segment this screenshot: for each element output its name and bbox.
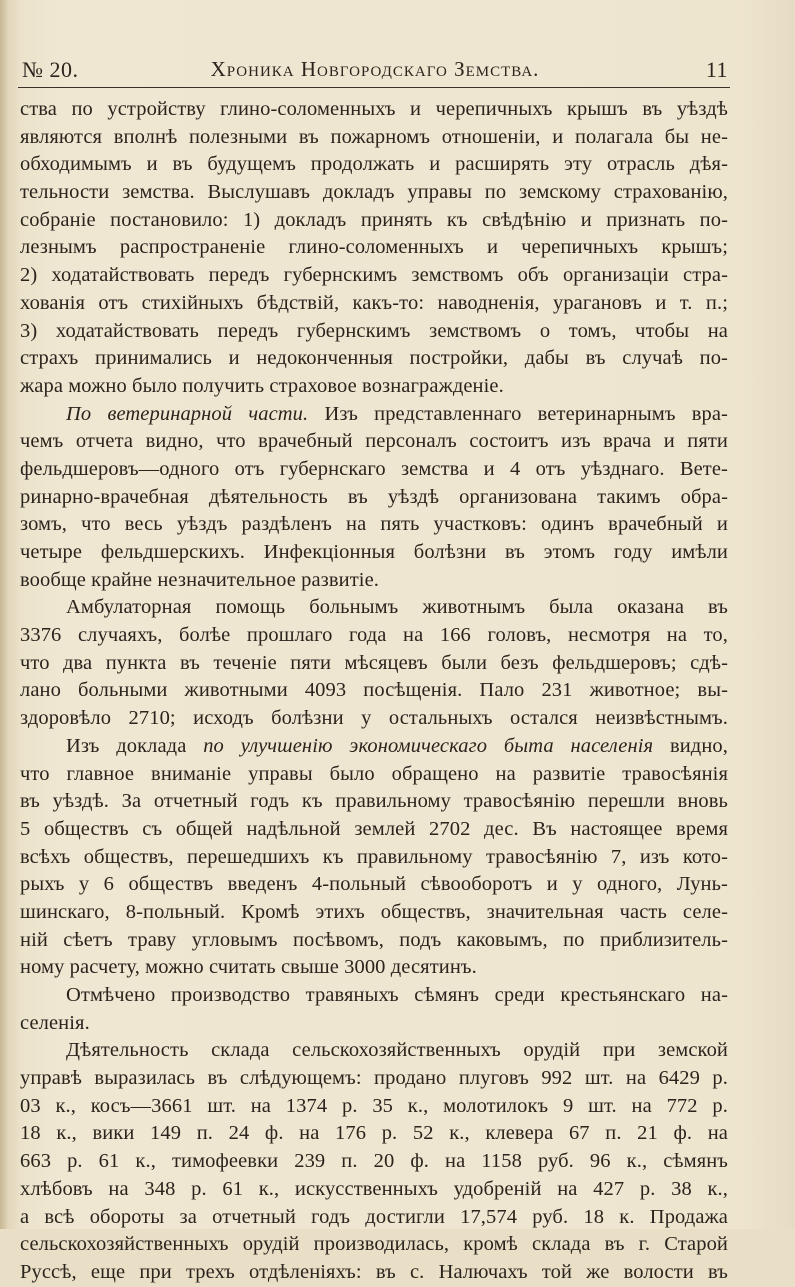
page-spine-shadow [0,0,8,1229]
text-line: тельности земства. Выслушавъ докладъ управы по земскому страхованію, [20,181,728,204]
text-line: являются вполнѣ полезными въ пожарномъ отношеніи, и полагала бы не- [20,125,728,148]
text-line: страхъ принимались и недоконченныя постройки, дабы въ случаѣ по- [20,347,728,370]
text-line: обходимымъ и въ будущемъ продолжать и расширять эту отрасль дѣя- [20,153,728,176]
text-fragment: Изъ представленнаго ветеринарнымъ вра- [324,402,728,425]
text-line: управѣ выразилась въ слѣдующемъ: продано плуговъ 992 шт. на 6429 р. [20,1067,728,1090]
text-line: а всѣ обороты за отчетный годъ достигли 17,574 руб. 18 к. Продажа [20,1205,728,1228]
text-line: Отмѣчено производство травяныхъ сѣмянъ среди крестьянскаго на- [66,984,728,1006]
paragraph-veterinary [20,401,728,429]
header-rule [18,87,730,88]
text-fragment: Изъ доклада [66,734,187,757]
text-line: четыре фельдшерскихъ. Инфекціонныя болѣзни въ этомъ году имѣли [20,541,728,563]
text-line: хованія отъ стихійныхъ бѣдствій, какъ-то: наводненія, урагановъ и т. п.; [20,291,728,314]
text-line: 3376 случаяхъ, болѣе прошлаго года на 166 головъ, несмотря на то, [20,624,728,647]
text-line: зомъ, что весь уѣздъ раздѣленъ на пять участковъ: одинъ врачебный и [20,513,728,536]
text-line: лано больными животными 4093 посѣщенія. Пало 231 животное; вы- [20,679,728,702]
text-line: 18 к., вики 149 п. 24 ф. на 176 р. 52 к., клевера 67 п. 21 ф. на [20,1122,728,1145]
text-fragment: видно, [669,734,728,757]
journal-title: Хроника Новгородскаго Земства. [210,57,540,81]
text-line: 663 р. 61 к., тимофеевки 239 п. 20 ф. на 1158 руб. 96 к., сѣмянъ [20,1150,728,1173]
running-header [22,55,728,85]
text-line: всѣхъ обществъ, перешедшихъ къ правильному травосѣянію 7, изъ кото- [20,845,728,868]
text-line: рыхъ у 6 обществъ введенъ 4-польный сѣвооборотъ и у одного, Лунь- [20,873,728,896]
text-line: 3) ходатайствовать передъ губернскимъ земствомъ о томъ, чтобы на [20,319,728,342]
text-line: вообще крайне незначительное развитіе. [20,568,380,591]
text-line: въ уѣздѣ. За отчетный годъ къ правильному травосѣянію перешли вновь [20,790,728,813]
text-line: сельскохозяйственныхъ орудій производилась, кромѣ склада въ г. Старой [20,1233,728,1256]
text-line: Дѣятельность склада сельскохозяйственныхъ орудій при земской [66,1039,728,1062]
text-line: ринарно-врачебная дѣятельность въ уѣздѣ организована такимъ обра- [20,485,728,508]
text-line: фельдшеровъ—одного отъ губернскаго земства и 4 отъ уѣзднаго. Вете- [20,457,728,480]
text-line: хлѣбовъ на 348 р. 61 к., искусственныхъ удобреній на 427 р. 38 к., [20,1177,728,1200]
text-line: жара можно было получить страховое вознагражденіе. [20,374,504,397]
text-line: чемъ отчета видно, что врачебный персоналъ состоитъ изъ врача и пяти [20,430,728,453]
text-line: ній сѣетъ траву угловымъ посѣвомъ, подъ каковымъ, по приблизитель- [20,928,728,951]
text-line: 2) ходатайствовать передъ губернскимъ земствомъ объ организаціи стра- [20,264,728,287]
text-line: шинскаго, 8-польный. Кромѣ этихъ обществъ, значительная часть селе- [20,900,728,923]
body-text [20,96,728,1287]
text-line: ному расчету, можно считать свыше 3000 десятинъ. [20,956,477,979]
text-line: что два пункта въ теченіе пяти мѣсяцевъ были безъ фельдшеровъ; сдѣ- [20,651,728,674]
text-line: что главное вниманіе управы было обращено на развитіе травосѣянія [20,762,728,785]
text-line: ства по устройству глино-соломенныхъ и черепичныхъ крышъ въ уѣздѣ [20,98,728,120]
text-line: 03 к., косъ—3661 шт. на 1374 р. 35 к., молотилокъ 9 шт. на 772 р. [20,1094,728,1117]
text-line: 5 обществъ съ общей надѣльной землей 2702 дес. Въ настоящее время [20,817,728,840]
text-line: селенія. [20,1011,90,1034]
section-heading-veterinary: По ветеринарной части. [66,402,309,425]
paragraph-economy [20,733,728,761]
text-line: Амбулаторная помощь больнымъ животнымъ была оказана въ [66,596,728,619]
text-line: собраніе постановило: 1) докладъ принять къ свѣдѣнію и признать по- [20,208,728,231]
text-line: здоровѣло 2710; исходъ болѣзни у остальныхъ остался неизвѣстнымъ. [20,707,728,730]
section-heading-economy: по улучшенію экономическаго быта населенія [203,734,654,757]
issue-number: № 20. [22,57,79,82]
page-number: 11 [705,57,728,82]
text-line: лезнымъ распространеніе глино-соломенныхъ и черепичныхъ крышъ; [20,236,728,259]
text-line: Руссѣ, еще при трехъ отдѣленіяхъ: въ с. Налючахъ той же волости въ [20,1260,728,1283]
